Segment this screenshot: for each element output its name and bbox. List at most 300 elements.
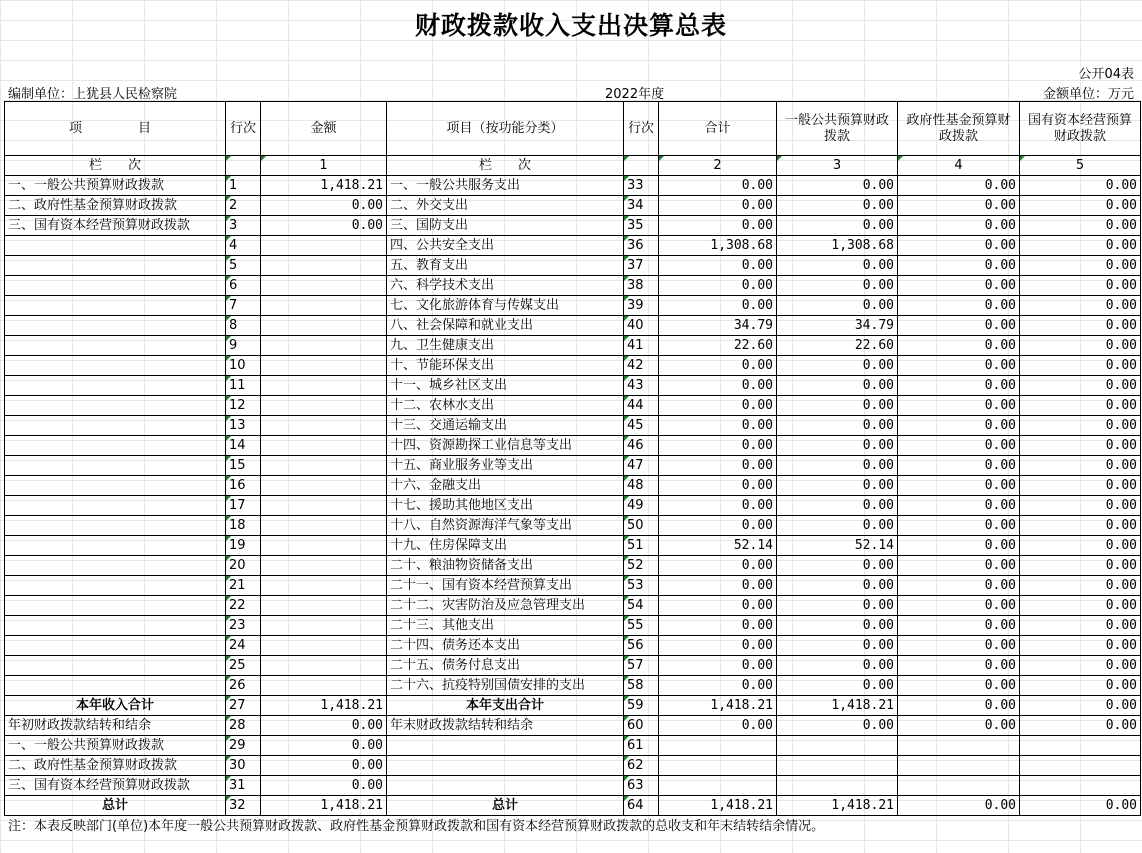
fund-budget-cell[interactable]: 0.00: [898, 276, 1020, 296]
total-amount-cell[interactable]: 52.14: [659, 536, 777, 556]
expense-item-cell[interactable]: 十六、金融支出: [387, 476, 624, 496]
expense-item-cell[interactable]: 四、公共安全支出: [387, 236, 624, 256]
total-amount-cell[interactable]: 0.00: [659, 256, 777, 276]
income-item-cell[interactable]: [5, 356, 226, 376]
general-budget-cell[interactable]: [777, 776, 898, 796]
income-amount-cell[interactable]: 0.00: [261, 216, 387, 236]
fund-budget-cell[interactable]: 0.00: [898, 696, 1020, 716]
soe-budget-cell[interactable]: 0.00: [1020, 416, 1141, 436]
soe-budget-cell[interactable]: 0.00: [1020, 796, 1141, 816]
fund-budget-cell[interactable]: 0.00: [898, 376, 1020, 396]
income-amount-cell[interactable]: [261, 316, 387, 336]
fund-budget-cell[interactable]: 0.00: [898, 796, 1020, 816]
income-item-cell[interactable]: [5, 456, 226, 476]
general-budget-cell[interactable]: 0.00: [777, 496, 898, 516]
expense-item-cell[interactable]: 十一、城乡社区支出: [387, 376, 624, 396]
income-row-no-cell[interactable]: 26: [226, 676, 261, 696]
income-row-no-cell[interactable]: 8: [226, 316, 261, 336]
expense-item-cell[interactable]: 二十一、国有资本经营预算支出: [387, 576, 624, 596]
total-amount-cell[interactable]: 0.00: [659, 276, 777, 296]
income-amount-cell[interactable]: [261, 476, 387, 496]
expense-item-cell[interactable]: 十八、自然资源海洋气象等支出: [387, 516, 624, 536]
expense-item-cell[interactable]: 十、节能环保支出: [387, 356, 624, 376]
column-index-5[interactable]: 5: [1020, 156, 1141, 176]
general-budget-cell[interactable]: 0.00: [777, 296, 898, 316]
total-amount-cell[interactable]: 22.60: [659, 336, 777, 356]
income-row-no-cell[interactable]: 7: [226, 296, 261, 316]
header-soe-budget[interactable]: 国有资本经营预算财政拨款: [1020, 102, 1141, 156]
expense-row-no-cell[interactable]: 42: [624, 356, 659, 376]
income-item-cell[interactable]: [5, 596, 226, 616]
general-budget-cell[interactable]: 0.00: [777, 716, 898, 736]
soe-budget-cell[interactable]: 0.00: [1020, 296, 1141, 316]
fund-budget-cell[interactable]: 0.00: [898, 676, 1020, 696]
fund-budget-cell[interactable]: 0.00: [898, 336, 1020, 356]
income-row-no-cell[interactable]: 5: [226, 256, 261, 276]
expense-row-no-cell[interactable]: 35: [624, 216, 659, 236]
expense-row-no-cell[interactable]: 63: [624, 776, 659, 796]
fund-budget-cell[interactable]: 0.00: [898, 436, 1020, 456]
general-budget-cell[interactable]: 0.00: [777, 456, 898, 476]
expense-row-no-cell[interactable]: 56: [624, 636, 659, 656]
income-row-no-cell[interactable]: 12: [226, 396, 261, 416]
income-item-cell[interactable]: [5, 236, 226, 256]
total-amount-cell[interactable]: 0.00: [659, 396, 777, 416]
expense-item-cell[interactable]: 二十三、其他支出: [387, 616, 624, 636]
total-amount-cell[interactable]: 0.00: [659, 176, 777, 196]
income-item-cell[interactable]: [5, 376, 226, 396]
income-row-no-cell[interactable]: 2: [226, 196, 261, 216]
expense-row-no-cell[interactable]: 52: [624, 556, 659, 576]
income-item-cell[interactable]: [5, 476, 226, 496]
income-item-cell[interactable]: [5, 256, 226, 276]
total-amount-cell[interactable]: 0.00: [659, 436, 777, 456]
column-index-blank[interactable]: [226, 156, 261, 176]
expense-row-no-cell[interactable]: 49: [624, 496, 659, 516]
column-index-label[interactable]: 栏 次: [5, 156, 226, 176]
total-amount-cell[interactable]: [659, 736, 777, 756]
expense-item-cell[interactable]: [387, 776, 624, 796]
income-amount-cell[interactable]: [261, 556, 387, 576]
income-item-cell[interactable]: [5, 656, 226, 676]
header-item[interactable]: 项 目: [5, 102, 226, 156]
expense-row-no-cell[interactable]: 44: [624, 396, 659, 416]
expense-row-no-cell[interactable]: 47: [624, 456, 659, 476]
column-index-label-2[interactable]: 栏 次: [387, 156, 624, 176]
expense-item-cell[interactable]: 二十五、债务付息支出: [387, 656, 624, 676]
fund-budget-cell[interactable]: 0.00: [898, 296, 1020, 316]
income-amount-cell[interactable]: 1,418.21: [261, 176, 387, 196]
general-budget-cell[interactable]: 0.00: [777, 276, 898, 296]
expense-row-no-cell[interactable]: 59: [624, 696, 659, 716]
expense-item-cell[interactable]: 七、文化旅游体育与传媒支出: [387, 296, 624, 316]
expense-item-cell[interactable]: 二十四、债务还本支出: [387, 636, 624, 656]
soe-budget-cell[interactable]: 0.00: [1020, 176, 1141, 196]
soe-budget-cell[interactable]: 0.00: [1020, 716, 1141, 736]
expense-row-no-cell[interactable]: 50: [624, 516, 659, 536]
total-amount-cell[interactable]: 1,418.21: [659, 696, 777, 716]
income-item-cell[interactable]: 三、国有资本经营预算财政拨款: [5, 216, 226, 236]
fund-budget-cell[interactable]: 0.00: [898, 596, 1020, 616]
income-item-cell[interactable]: 二、政府性基金预算财政拨款: [5, 196, 226, 216]
general-budget-cell[interactable]: 52.14: [777, 536, 898, 556]
soe-budget-cell[interactable]: 0.00: [1020, 316, 1141, 336]
total-amount-cell[interactable]: 0.00: [659, 616, 777, 636]
expense-row-no-cell[interactable]: 64: [624, 796, 659, 816]
general-budget-cell[interactable]: 0.00: [777, 636, 898, 656]
soe-budget-cell[interactable]: 0.00: [1020, 376, 1141, 396]
expense-row-no-cell[interactable]: 48: [624, 476, 659, 496]
expense-row-no-cell[interactable]: 38: [624, 276, 659, 296]
income-amount-cell[interactable]: [261, 496, 387, 516]
income-item-cell[interactable]: [5, 676, 226, 696]
expense-row-no-cell[interactable]: 40: [624, 316, 659, 336]
general-budget-cell[interactable]: 0.00: [777, 476, 898, 496]
income-item-cell[interactable]: [5, 296, 226, 316]
expense-row-no-cell[interactable]: 55: [624, 616, 659, 636]
expense-item-cell[interactable]: 二十、粮油物资储备支出: [387, 556, 624, 576]
total-amount-cell[interactable]: 0.00: [659, 556, 777, 576]
soe-budget-cell[interactable]: 0.00: [1020, 516, 1141, 536]
general-budget-cell[interactable]: 0.00: [777, 436, 898, 456]
expense-item-cell[interactable]: 本年支出合计: [387, 696, 624, 716]
total-amount-cell[interactable]: 1,418.21: [659, 796, 777, 816]
income-row-no-cell[interactable]: 3: [226, 216, 261, 236]
income-row-no-cell[interactable]: 16: [226, 476, 261, 496]
total-amount-cell[interactable]: 0.00: [659, 596, 777, 616]
income-item-cell[interactable]: [5, 636, 226, 656]
fund-budget-cell[interactable]: [898, 776, 1020, 796]
income-item-cell[interactable]: [5, 556, 226, 576]
general-budget-cell[interactable]: 0.00: [777, 556, 898, 576]
general-budget-cell[interactable]: 0.00: [777, 596, 898, 616]
income-amount-cell[interactable]: [261, 376, 387, 396]
income-row-no-cell[interactable]: 13: [226, 416, 261, 436]
expense-item-cell[interactable]: 三、国防支出: [387, 216, 624, 236]
soe-budget-cell[interactable]: 0.00: [1020, 256, 1141, 276]
income-amount-cell[interactable]: [261, 416, 387, 436]
expense-item-cell[interactable]: [387, 736, 624, 756]
soe-budget-cell[interactable]: 0.00: [1020, 596, 1141, 616]
fund-budget-cell[interactable]: 0.00: [898, 496, 1020, 516]
expense-item-cell[interactable]: 十四、资源勘探工业信息等支出: [387, 436, 624, 456]
fund-budget-cell[interactable]: [898, 756, 1020, 776]
general-budget-cell[interactable]: 0.00: [777, 256, 898, 276]
expense-row-no-cell[interactable]: 33: [624, 176, 659, 196]
soe-budget-cell[interactable]: 0.00: [1020, 356, 1141, 376]
general-budget-cell[interactable]: 1,418.21: [777, 796, 898, 816]
general-budget-cell[interactable]: 0.00: [777, 616, 898, 636]
expense-row-no-cell[interactable]: 57: [624, 656, 659, 676]
general-budget-cell[interactable]: 0.00: [777, 376, 898, 396]
income-row-no-cell[interactable]: 10: [226, 356, 261, 376]
expense-item-cell[interactable]: 九、卫生健康支出: [387, 336, 624, 356]
fund-budget-cell[interactable]: 0.00: [898, 556, 1020, 576]
expense-item-cell[interactable]: 二、外交支出: [387, 196, 624, 216]
fund-budget-cell[interactable]: [898, 736, 1020, 756]
income-row-no-cell[interactable]: 28: [226, 716, 261, 736]
income-row-no-cell[interactable]: 21: [226, 576, 261, 596]
expense-row-no-cell[interactable]: 34: [624, 196, 659, 216]
soe-budget-cell[interactable]: 0.00: [1020, 536, 1141, 556]
general-budget-cell[interactable]: 1,418.21: [777, 696, 898, 716]
fund-budget-cell[interactable]: 0.00: [898, 396, 1020, 416]
income-item-cell[interactable]: [5, 316, 226, 336]
soe-budget-cell[interactable]: 0.00: [1020, 576, 1141, 596]
expense-row-no-cell[interactable]: 41: [624, 336, 659, 356]
income-row-no-cell[interactable]: 18: [226, 516, 261, 536]
soe-budget-cell[interactable]: 0.00: [1020, 696, 1141, 716]
fund-budget-cell[interactable]: 0.00: [898, 356, 1020, 376]
income-item-cell[interactable]: 三、国有资本经营预算财政拨款: [5, 776, 226, 796]
total-amount-cell[interactable]: 0.00: [659, 416, 777, 436]
expense-item-cell[interactable]: [387, 756, 624, 776]
fund-budget-cell[interactable]: 0.00: [898, 716, 1020, 736]
header-func-item[interactable]: 项目（按功能分类）: [387, 102, 624, 156]
soe-budget-cell[interactable]: 0.00: [1020, 196, 1141, 216]
general-budget-cell[interactable]: 0.00: [777, 216, 898, 236]
expense-item-cell[interactable]: 十九、住房保障支出: [387, 536, 624, 556]
fund-budget-cell[interactable]: 0.00: [898, 576, 1020, 596]
income-amount-cell[interactable]: [261, 636, 387, 656]
expense-item-cell[interactable]: 十二、农林水支出: [387, 396, 624, 416]
income-item-cell[interactable]: [5, 276, 226, 296]
column-index-2[interactable]: 2: [659, 156, 777, 176]
income-row-no-cell[interactable]: 11: [226, 376, 261, 396]
expense-item-cell[interactable]: 六、科学技术支出: [387, 276, 624, 296]
income-amount-cell[interactable]: [261, 276, 387, 296]
expense-item-cell[interactable]: 十七、援助其他地区支出: [387, 496, 624, 516]
fund-budget-cell[interactable]: 0.00: [898, 416, 1020, 436]
fund-budget-cell[interactable]: 0.00: [898, 536, 1020, 556]
income-item-cell[interactable]: 总计: [5, 796, 226, 816]
income-amount-cell[interactable]: [261, 656, 387, 676]
income-amount-cell[interactable]: [261, 456, 387, 476]
income-row-no-cell[interactable]: 19: [226, 536, 261, 556]
income-amount-cell[interactable]: [261, 296, 387, 316]
income-amount-cell[interactable]: [261, 576, 387, 596]
fund-budget-cell[interactable]: 0.00: [898, 236, 1020, 256]
fund-budget-cell[interactable]: 0.00: [898, 196, 1020, 216]
income-row-no-cell[interactable]: 25: [226, 656, 261, 676]
income-row-no-cell[interactable]: 23: [226, 616, 261, 636]
income-amount-cell[interactable]: [261, 596, 387, 616]
soe-budget-cell[interactable]: 0.00: [1020, 396, 1141, 416]
general-budget-cell[interactable]: 0.00: [777, 576, 898, 596]
expense-item-cell[interactable]: 八、社会保障和就业支出: [387, 316, 624, 336]
income-amount-cell[interactable]: 1,418.21: [261, 796, 387, 816]
soe-budget-cell[interactable]: 0.00: [1020, 496, 1141, 516]
income-item-cell[interactable]: [5, 516, 226, 536]
fund-budget-cell[interactable]: 0.00: [898, 516, 1020, 536]
income-item-cell[interactable]: 一、一般公共预算财政拨款: [5, 176, 226, 196]
soe-budget-cell[interactable]: [1020, 736, 1141, 756]
expense-item-cell[interactable]: 十五、商业服务业等支出: [387, 456, 624, 476]
income-item-cell[interactable]: [5, 496, 226, 516]
expense-item-cell[interactable]: 一、一般公共服务支出: [387, 176, 624, 196]
header-amount[interactable]: 金额: [261, 102, 387, 156]
income-amount-cell[interactable]: [261, 336, 387, 356]
fund-budget-cell[interactable]: 0.00: [898, 656, 1020, 676]
income-amount-cell[interactable]: [261, 516, 387, 536]
soe-budget-cell[interactable]: 0.00: [1020, 476, 1141, 496]
soe-budget-cell[interactable]: 0.00: [1020, 216, 1141, 236]
general-budget-cell[interactable]: 0.00: [777, 396, 898, 416]
income-amount-cell[interactable]: [261, 676, 387, 696]
income-amount-cell[interactable]: 0.00: [261, 196, 387, 216]
general-budget-cell[interactable]: [777, 756, 898, 776]
income-row-no-cell[interactable]: 4: [226, 236, 261, 256]
income-amount-cell[interactable]: [261, 356, 387, 376]
soe-budget-cell[interactable]: 0.00: [1020, 556, 1141, 576]
income-amount-cell[interactable]: 0.00: [261, 756, 387, 776]
total-amount-cell[interactable]: 0.00: [659, 636, 777, 656]
general-budget-cell[interactable]: 0.00: [777, 676, 898, 696]
expense-row-no-cell[interactable]: 54: [624, 596, 659, 616]
fund-budget-cell[interactable]: 0.00: [898, 216, 1020, 236]
income-item-cell[interactable]: 一、一般公共预算财政拨款: [5, 736, 226, 756]
general-budget-cell[interactable]: 0.00: [777, 416, 898, 436]
soe-budget-cell[interactable]: 0.00: [1020, 276, 1141, 296]
fund-budget-cell[interactable]: 0.00: [898, 456, 1020, 476]
expense-row-no-cell[interactable]: 58: [624, 676, 659, 696]
general-budget-cell[interactable]: 0.00: [777, 356, 898, 376]
fund-budget-cell[interactable]: 0.00: [898, 176, 1020, 196]
total-amount-cell[interactable]: 0.00: [659, 476, 777, 496]
income-item-cell[interactable]: [5, 616, 226, 636]
general-budget-cell[interactable]: [777, 736, 898, 756]
expense-row-no-cell[interactable]: 61: [624, 736, 659, 756]
general-budget-cell[interactable]: 0.00: [777, 196, 898, 216]
income-item-cell[interactable]: 本年收入合计: [5, 696, 226, 716]
income-item-cell[interactable]: [5, 536, 226, 556]
total-amount-cell[interactable]: 34.79: [659, 316, 777, 336]
header-row-no-2[interactable]: 行次: [624, 102, 659, 156]
fund-budget-cell[interactable]: 0.00: [898, 476, 1020, 496]
total-amount-cell[interactable]: 0.00: [659, 216, 777, 236]
income-amount-cell[interactable]: 0.00: [261, 716, 387, 736]
total-amount-cell[interactable]: 0.00: [659, 456, 777, 476]
income-row-no-cell[interactable]: 15: [226, 456, 261, 476]
expense-row-no-cell[interactable]: 46: [624, 436, 659, 456]
income-item-cell[interactable]: 二、政府性基金预算财政拨款: [5, 756, 226, 776]
total-amount-cell[interactable]: 0.00: [659, 356, 777, 376]
income-row-no-cell[interactable]: 31: [226, 776, 261, 796]
income-item-cell[interactable]: [5, 576, 226, 596]
soe-budget-cell[interactable]: 0.00: [1020, 336, 1141, 356]
income-amount-cell[interactable]: [261, 616, 387, 636]
expense-row-no-cell[interactable]: 53: [624, 576, 659, 596]
soe-budget-cell[interactable]: 0.00: [1020, 436, 1141, 456]
soe-budget-cell[interactable]: 0.00: [1020, 636, 1141, 656]
income-amount-cell[interactable]: [261, 396, 387, 416]
expense-item-cell[interactable]: 总计: [387, 796, 624, 816]
income-row-no-cell[interactable]: 17: [226, 496, 261, 516]
soe-budget-cell[interactable]: 0.00: [1020, 616, 1141, 636]
income-amount-cell[interactable]: 0.00: [261, 776, 387, 796]
header-general-budget[interactable]: 一般公共预算财政拨款: [777, 102, 898, 156]
soe-budget-cell[interactable]: 0.00: [1020, 676, 1141, 696]
income-row-no-cell[interactable]: 9: [226, 336, 261, 356]
total-amount-cell[interactable]: 0.00: [659, 656, 777, 676]
income-row-no-cell[interactable]: 32: [226, 796, 261, 816]
income-amount-cell[interactable]: [261, 236, 387, 256]
income-amount-cell[interactable]: [261, 436, 387, 456]
header-fund-budget[interactable]: 政府性基金预算财政拨款: [898, 102, 1020, 156]
income-item-cell[interactable]: [5, 396, 226, 416]
income-item-cell[interactable]: 年初财政拨款结转和结余: [5, 716, 226, 736]
income-item-cell[interactable]: [5, 416, 226, 436]
income-amount-cell[interactable]: [261, 256, 387, 276]
expense-row-no-cell[interactable]: 62: [624, 756, 659, 776]
fund-budget-cell[interactable]: 0.00: [898, 316, 1020, 336]
column-index-1[interactable]: 1: [261, 156, 387, 176]
total-amount-cell[interactable]: 0.00: [659, 376, 777, 396]
fund-budget-cell[interactable]: 0.00: [898, 636, 1020, 656]
soe-budget-cell[interactable]: 0.00: [1020, 236, 1141, 256]
income-row-no-cell[interactable]: 14: [226, 436, 261, 456]
income-row-no-cell[interactable]: 29: [226, 736, 261, 756]
soe-budget-cell[interactable]: [1020, 776, 1141, 796]
total-amount-cell[interactable]: 0.00: [659, 716, 777, 736]
general-budget-cell[interactable]: 0.00: [777, 176, 898, 196]
income-row-no-cell[interactable]: 27: [226, 696, 261, 716]
income-row-no-cell[interactable]: 1: [226, 176, 261, 196]
income-amount-cell[interactable]: [261, 536, 387, 556]
income-item-cell[interactable]: [5, 336, 226, 356]
general-budget-cell[interactable]: 1,308.68: [777, 236, 898, 256]
total-amount-cell[interactable]: 0.00: [659, 676, 777, 696]
expense-item-cell[interactable]: 十三、交通运输支出: [387, 416, 624, 436]
expense-row-no-cell[interactable]: 45: [624, 416, 659, 436]
column-index-3[interactable]: 3: [777, 156, 898, 176]
income-amount-cell[interactable]: 0.00: [261, 736, 387, 756]
total-amount-cell[interactable]: [659, 756, 777, 776]
column-index-4[interactable]: 4: [898, 156, 1020, 176]
expense-item-cell[interactable]: 二十二、灾害防治及应急管理支出: [387, 596, 624, 616]
income-row-no-cell[interactable]: 30: [226, 756, 261, 776]
income-amount-cell[interactable]: 1,418.21: [261, 696, 387, 716]
header-total[interactable]: 合计: [659, 102, 777, 156]
income-row-no-cell[interactable]: 20: [226, 556, 261, 576]
expense-row-no-cell[interactable]: 39: [624, 296, 659, 316]
expense-item-cell[interactable]: 年末财政拨款结转和结余: [387, 716, 624, 736]
total-amount-cell[interactable]: 0.00: [659, 576, 777, 596]
header-row-no[interactable]: 行次: [226, 102, 261, 156]
expense-item-cell[interactable]: 五、教育支出: [387, 256, 624, 276]
expense-item-cell[interactable]: 二十六、抗疫特别国债安排的支出: [387, 676, 624, 696]
expense-row-no-cell[interactable]: 60: [624, 716, 659, 736]
general-budget-cell[interactable]: 34.79: [777, 316, 898, 336]
soe-budget-cell[interactable]: 0.00: [1020, 656, 1141, 676]
income-row-no-cell[interactable]: 22: [226, 596, 261, 616]
total-amount-cell[interactable]: [659, 776, 777, 796]
total-amount-cell[interactable]: 1,308.68: [659, 236, 777, 256]
general-budget-cell[interactable]: 22.60: [777, 336, 898, 356]
soe-budget-cell[interactable]: 0.00: [1020, 456, 1141, 476]
fund-budget-cell[interactable]: 0.00: [898, 616, 1020, 636]
fund-budget-cell[interactable]: 0.00: [898, 256, 1020, 276]
total-amount-cell[interactable]: 0.00: [659, 496, 777, 516]
total-amount-cell[interactable]: 0.00: [659, 196, 777, 216]
total-amount-cell[interactable]: 0.00: [659, 296, 777, 316]
income-row-no-cell[interactable]: 6: [226, 276, 261, 296]
expense-row-no-cell[interactable]: 37: [624, 256, 659, 276]
expense-row-no-cell[interactable]: 43: [624, 376, 659, 396]
expense-row-no-cell[interactable]: 51: [624, 536, 659, 556]
soe-budget-cell[interactable]: [1020, 756, 1141, 776]
total-amount-cell[interactable]: 0.00: [659, 516, 777, 536]
